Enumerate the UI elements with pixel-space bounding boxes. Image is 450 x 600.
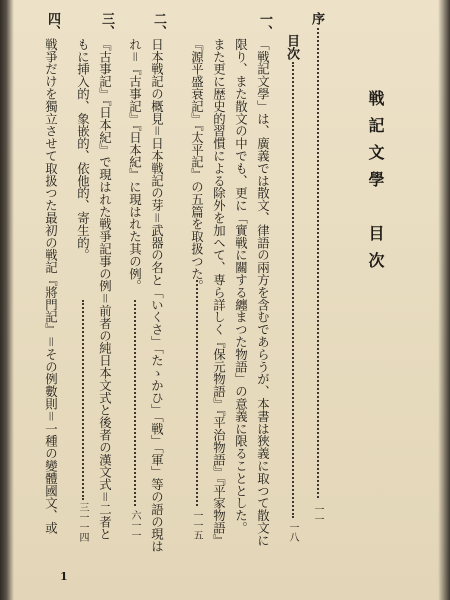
binding-shadow — [0, 0, 14, 600]
section-3-line-2: もに挿入的、象嵌的、依他的、寄生的。 — [75, 38, 91, 262]
section-1-leader — [196, 280, 198, 506]
contents-page: 一八 — [287, 522, 298, 542]
section-2-line-2: れ＝『古事記』『日本紀』に現はれた其の例。 — [127, 38, 143, 293]
section-2-line-1: 日本戦記の概見＝日本戦記の芽＝武器の名と「いくさ」「たゝかひ」「戦」「軍」等の語の現は — [149, 38, 165, 553]
preface-page: 一一 — [312, 504, 323, 524]
page-edge-shadow — [438, 0, 450, 600]
section-1-line-1: 「戦記文學」は、廣義では散文、律語の兩方を含むであらうが、本書は狹義に取つて散文に — [255, 38, 271, 547]
preface-label: 序 — [309, 12, 324, 25]
section-1-line-2: 限り、また散文の中でも、更に「實戦に關する纏まつた物語」の意義に限ることとした。 — [233, 38, 249, 534]
contents-label: 目次 — [284, 34, 299, 60]
section-1-label: 一、 — [257, 12, 272, 38]
section-3-page: 三一一四 — [77, 502, 88, 542]
page-title: 戦記文學 目次 — [366, 90, 385, 279]
section-2-page: 六一一 — [129, 510, 140, 540]
section-3-line-1: 『古事記』『日本紀』で現はれた戦爭記事の例＝前者の純日本文式と後者の漢文式＝二者と — [97, 38, 113, 541]
section-1-page: 一一五 — [191, 510, 202, 540]
section-4-label: 四、 — [45, 12, 60, 38]
section-1-line-4: 『源平盛衰記』『太平記』の五篇を取扱つた。 — [189, 38, 205, 293]
preface-leader — [317, 28, 319, 498]
contents-leader — [292, 62, 294, 518]
section-3-leader — [82, 300, 84, 500]
page-number: 1 — [60, 570, 68, 583]
section-2-leader — [134, 300, 136, 506]
section-3-label: 三、 — [99, 12, 114, 38]
section-2-label: 二、 — [151, 12, 166, 38]
section-1-line-3: また更に歴史的習慣による除外を加へて、専ら詳しく『保元物語』『平治物語』『平家物語』 — [211, 38, 227, 547]
section-4-line-1: 戦爭だけを獨立させて取扱つた最初の戦記『將門記』＝その例數則＝一種の變體國文、或 — [43, 38, 59, 534]
